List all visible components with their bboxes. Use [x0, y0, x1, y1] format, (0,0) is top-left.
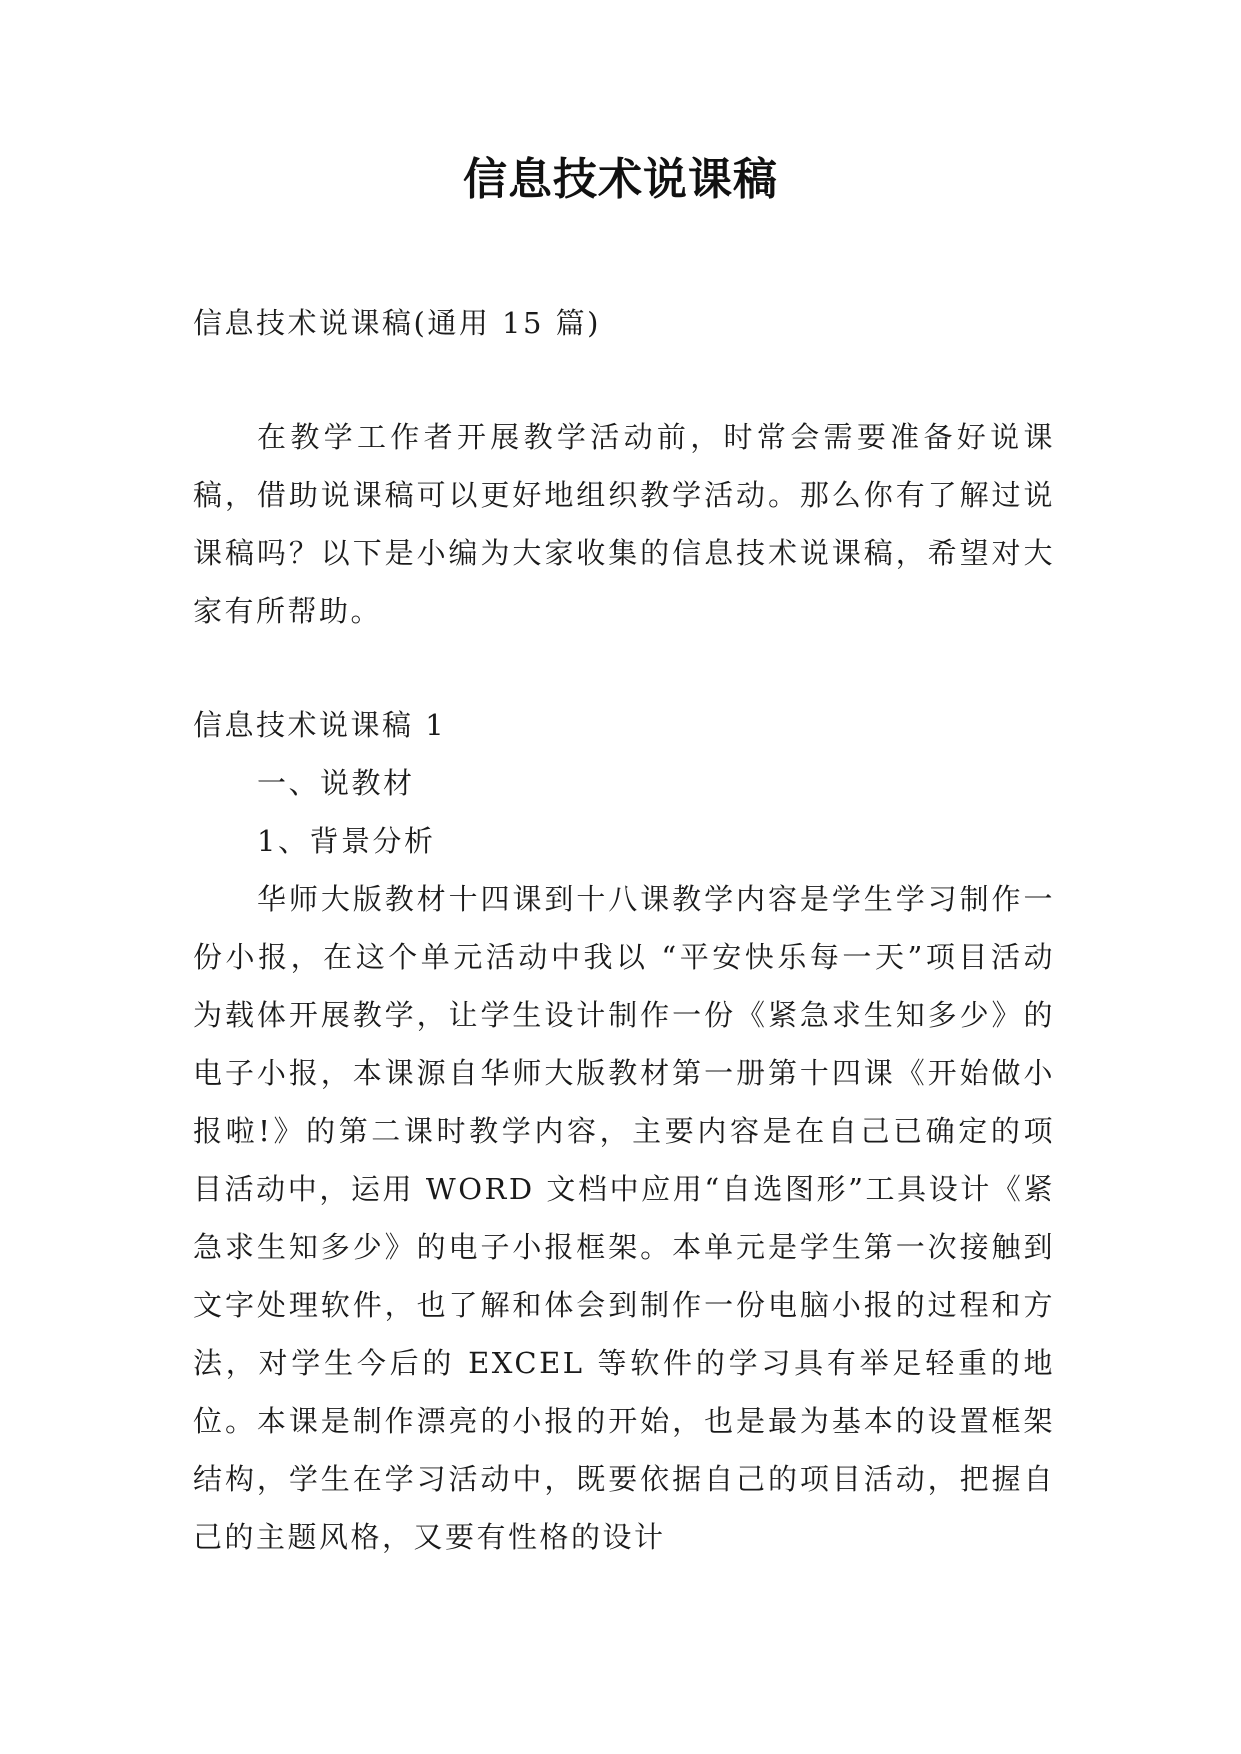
document-subtitle-block — [193, 294, 1055, 352]
document-subtitle: 信息技术说课稿(通用 15 篇) — [193, 306, 601, 340]
document-title: 信息技术说课稿 — [463, 154, 778, 205]
section-1-block — [193, 696, 1055, 1566]
intro-paragraph: 在教学工作者开展教学活动前，时常会需要准备好说课稿，借助说课稿可以更好地组织教学活动。那么你有了解过说课稿吗？以下是小编为大家收集的信息技术说课稿，希望对大家有所帮助。 — [193, 420, 1055, 628]
heading-level-2: 1、背景分析 — [257, 824, 436, 858]
section-heading: 信息技术说课稿 1 — [193, 708, 447, 742]
heading-level-1: 一、说教材 — [257, 766, 415, 800]
intro-block — [193, 408, 1055, 640]
body-paragraph: 华师大版教材十四课到十八课教学内容是学生学习制作一份小报，在这个单元活动中我以 “平安快乐每一天”项目活动为载体开展教学，让学生设计制作一份《紧急求生知多少》的电子小报，本课源自华师大版教材第一册第十四课《开始做小报啦!》的第二课时教学内容，主要内容是在自己已确定的项目活动中，运用 WORD 文档中应用“自选图形”工具设计《紧急求生知多少》的电子小报框架。本单元是学生第一次接触到文字处理软件，也了解和体会到制作一份电脑小报的过程和方法，对学生今后的 EXCEL 等软件的学习具有举足轻重的地位。本课是制作漂亮的小报的开始，也是最为基本的设置框架结构，学生在学习活动中，既要依据自己的项目活动，把握自己的主题风格，又要有性格的设计 — [193, 882, 1055, 1554]
